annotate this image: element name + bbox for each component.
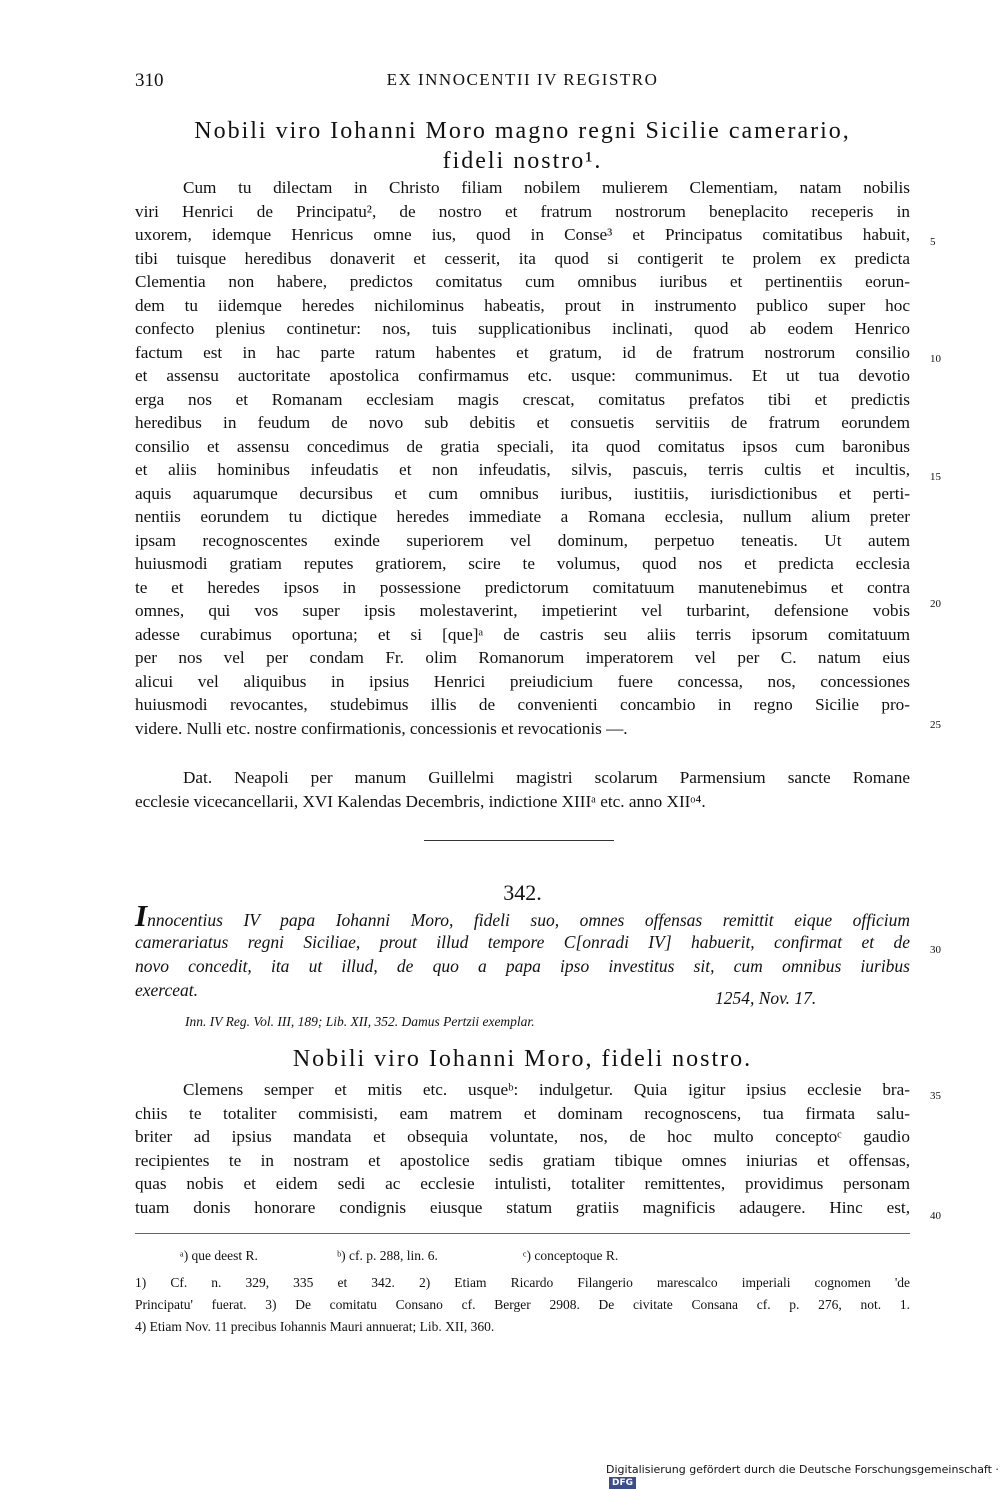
salutation-heading-2: Nobili viro Iohanni Moro, fideli nostro. xyxy=(292,1046,753,1072)
text-line: per nos vel per condam Fr. olim Romanorum imperatorem vel per C. natum eius xyxy=(135,648,910,667)
section-divider xyxy=(424,840,614,841)
running-header xyxy=(135,70,910,96)
text-line: et aliis hominibus infeudatis et non infeudatis, silvis, pascuis, terris cultis et incultis, xyxy=(135,460,910,479)
text-line: Cum tu dilectam in Christo filiam nobilem mulierem Clementiam, natam nobilis xyxy=(183,178,910,197)
line-number: 25 xyxy=(930,719,941,731)
text-line: uxorem, idemque Henricus omne ius, quod in Conse³ et Principatus comitatibus habuit, xyxy=(135,225,910,244)
text-line: et assensu auctoritate apostolica confirmamus etc. usque: communimus. Et ut tua devotio xyxy=(135,366,910,385)
text-line: novo concedit, ita ut illud, de quo a papa ipso investitus sit, cum omnibus iuribus xyxy=(135,956,910,976)
letter-body-2 xyxy=(135,1078,910,1219)
note-b: ᵇ) cf. p. 288, lin. 6. xyxy=(337,1248,438,1263)
note-line: 4) Etiam Nov. 11 precibus Iohannis Mauri annuerat; Lib. XII, 360. xyxy=(135,1319,495,1334)
note-line: 1) Cf. n. 329, 335 et 342. 2) Etiam Ricardo Filangerio marescalco imperiali cognomen 'de xyxy=(135,1275,910,1290)
footer-text: Digitalisierung gefördert durch die Deutsche Forschungsgemeinschaft · xyxy=(606,1463,999,1476)
text-line: factum est in hac parte ratum habentes et gratum, id de fratrum nostrorum consilio xyxy=(135,342,910,362)
note-a: ᵃ) que deest R. xyxy=(180,1248,258,1263)
text-line: huiusmodi revocantes, studebimus illis de convenienti concambio in regno Sicilie pro- xyxy=(135,695,910,714)
source-reference: Inn. IV Reg. Vol. III, 189; Lib. XII, 352. Damus Pertzii exemplar. xyxy=(185,1014,535,1029)
line-number: 30 xyxy=(930,944,941,956)
line-number: 20 xyxy=(930,598,941,610)
text-line: Innocentius IV papa Iohanni Moro, fideli suo, omnes offensas remittit eique officium xyxy=(135,898,910,933)
text-line: viri Henrici de Principatu², de nostro et fratrum nostrorum beneplacito receperis in xyxy=(135,201,910,221)
initial-letter: I xyxy=(135,898,148,933)
line-number: 15 xyxy=(930,471,941,483)
footnote-separator xyxy=(135,1233,910,1234)
text-line: ipsam recognoscentes exinde superiorem vel dominum, perpetuo teneatis. Ut autem xyxy=(135,530,910,550)
note-line: Principatu' fuerat. 3) De comitatu Consano cf. Berger 2908. De civitate Consana cf. p. 276, not. 1. xyxy=(135,1297,910,1312)
document-number: 342. xyxy=(503,880,542,905)
text-line: Clemens semper et mitis etc. usqueᵇ: indulgetur. Quia igitur ipsius ecclesie bra- xyxy=(183,1080,910,1099)
text-line: Dat. Neapoli per manum Guillelmi magistri scolarum Parmensium sancte Romane xyxy=(183,768,910,787)
line-number: 40 xyxy=(930,1210,941,1222)
text-line: heredibus in feudum de novo sub debitis et consuetis servitiis de fratrum eorundem xyxy=(135,413,910,432)
page-number: 310 xyxy=(135,70,164,91)
text-line: nentiis eorundem tu dictique heredes immediate a Romana ecclesia, nullum alium preter xyxy=(135,507,910,526)
letter-body-1 xyxy=(135,176,910,740)
text-line: chiis te totaliter commisisti, eam matrem et dominam recognoscens, tua firmata salu- xyxy=(135,1103,910,1123)
running-title: EX INNOCENTII IV REGISTRO xyxy=(386,70,659,89)
dfg-logo: DFG xyxy=(609,1477,636,1489)
text-line: videre. Nulli etc. nostre confirmationis, concessionis et revocationis —. xyxy=(135,718,628,738)
text-line: Clementia non habere, predictos comitatus cum omnibus iuribus et pertinentiis eorun- xyxy=(135,272,910,291)
text-line: te et heredes ipsos in possessione predictorum comitatuum manutenebimus et contra xyxy=(135,577,910,597)
text-line: adesse curabimus oportuna; et si [que]ᵃ de castris seu aliis terris ipsorum comitatuum xyxy=(135,624,910,644)
regest-date: 1254, Nov. 17. xyxy=(715,988,817,1008)
text-line: camerariatus regni Siciliae, prout illud tempore C[onradi IV] habuerit, confirmat et de xyxy=(135,932,910,952)
digitization-footer xyxy=(606,1463,1000,1489)
text-line: omnes, qui vos super ipsis molestaverint, impetierint vel turbarint, defensione vobis xyxy=(135,601,910,620)
text-line: alicui vel aliquibus in ipsius Henrici preiudicium fuere concessa, nos, concessiones xyxy=(135,671,910,691)
line-number: 35 xyxy=(930,1090,941,1102)
line-number: 10 xyxy=(930,353,941,365)
text-line: erga nos et Romanam ecclesiam magis crescat, comitatus prefatos tibi et predictis xyxy=(135,389,910,409)
text-line: huiusmodi gratiam reputes gratiorem, scire te volumus, quod nos et predicta ecclesia xyxy=(135,554,910,573)
text-line: ecclesie vicecancellarii, XVI Kalendas Decembris, indictione XIIIᵃ etc. anno XIIᵒ⁴. xyxy=(135,791,706,811)
text-line: dem tu iidemque heredes nichilominus habeatis, prout in instrumento publico super hoc xyxy=(135,295,910,315)
text-line: briter ad ipsius mandata et obsequia voluntate, nos, de hoc multo conceptoᶜ gaudio xyxy=(135,1127,910,1146)
text-line: aquis aquarumque decursibus et cum omnibus iuribus, iustitiis, iurisdictionibus et perti- xyxy=(135,483,910,503)
dating-clause-1 xyxy=(135,766,910,813)
salutation-heading-1: Nobili viro Iohanni Moro magno regni Sicilie camerario, fideli nostro¹. xyxy=(194,118,851,174)
text-line: exerceat. xyxy=(135,980,198,1000)
text-line: consilio et assensu concedimus de gratia speciali, ita quod comitatus ipsos cum baronibus xyxy=(135,436,910,456)
text-line: tuam donis honorare condignis eiusque statum gratiis magnificis adaugere. Hinc est, xyxy=(135,1197,910,1217)
text-line: tibi tuisque heredibus donaverit et cesserit, ita quod si contigerit te prolem ex predicta xyxy=(135,248,910,268)
note-c: ᶜ) conceptoque R. xyxy=(523,1248,619,1263)
text-line: quas nobis et eidem sedi ac ecclesie intulisti, totaliter remittentes, providimus personam xyxy=(135,1174,910,1193)
historical-notes xyxy=(135,1272,910,1338)
text-line: recipientes te in nostram et apostolice sedis gratiam tibique omnes iniurias et offensas, xyxy=(135,1150,910,1170)
text-line: confecto plenius continetur: nos, tuis supplicationibus inclinati, quod ab eodem Henrico xyxy=(135,319,910,338)
line-number: 5 xyxy=(930,236,936,248)
